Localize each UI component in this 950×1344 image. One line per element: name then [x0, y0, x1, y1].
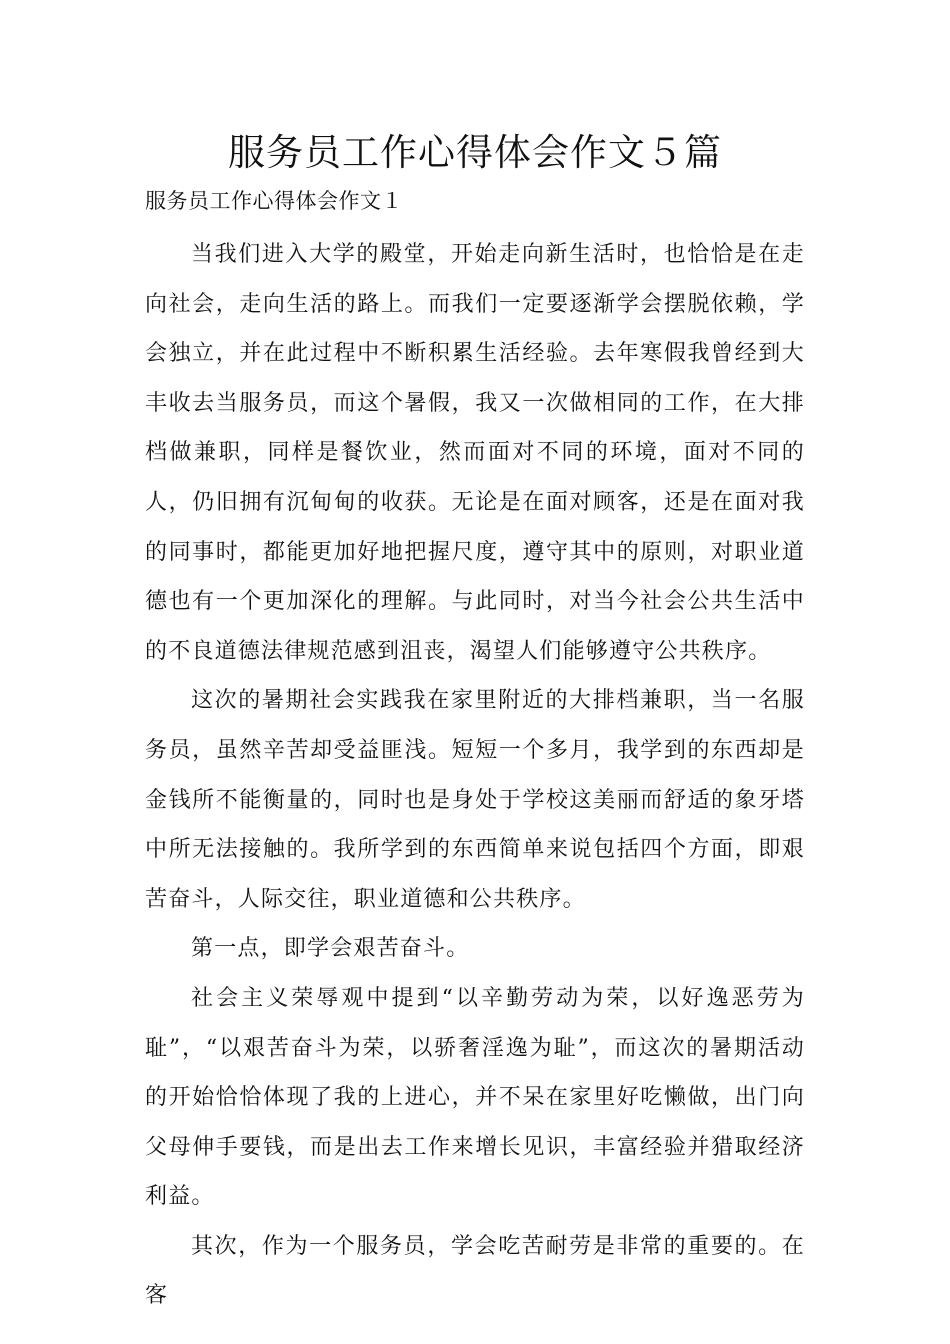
paragraph-4: 社会主义荣辱观中提到“以辛勤劳动为荣，以好逸恶劳为耻”，“以艰苦奋斗为荣，以骄奢淫逸为耻”，而这次的暑期活动的开始恰恰体现了我的上进心，并不呆在家里好吃懒做，出门向父母伸手要钱，而是出去工作来增长见识，丰富经验并猎取经济利益。	[145, 985, 805, 1210]
section-heading: 服务员工作心得体会作文１	[145, 189, 403, 213]
paragraph-1: 当我们进入大学的殿堂，开始走向新生活时，也恰恰是在走向社会，走向生活的路上。而我们一定要逐渐学会摆脱依赖，学会独立，并在此过程中不断积累生活经验。去年寒假我曾经到大丰收去当服务员，而这个暑假，我又一次做相同的工作，在大排档做兼职，同样是餐饮业，然而面对不同的环境，面对不同的人，仍旧拥有沉甸甸的收获。无论是在面对顾客，还是在面对我的同事时，都能更加好地把握尺度，遵守其中的原则，对职业道德也有一个更加深化的理解。与此同时，对当今社会公共生活中的不良道德法律规范感到沮丧，渴望人们能够遵守公共秩序。	[145, 242, 805, 664]
document-title: 服务员工作心得体会作文５篇	[228, 131, 722, 174]
paragraph-2: 这次的暑期社会实践我在家里附近的大排档兼职，当一名服务员，虽然辛苦却受益匪浅。短短一个多月，我学到的东西却是金钱所不能衡量的，同时也是身处于学校这美丽而舒适的象牙塔中所无法接触的。我所学到的东西简单来说包括四个方面，即艰苦奋斗，人际交往，职业道德和公共秩序。	[145, 688, 805, 912]
paragraph-3: 第一点，即学会艰苦奋斗。	[191, 936, 470, 962]
paragraph-5: 其次，作为一个服务员，学会吃苦耐劳是非常的重要的。在客	[145, 1233, 805, 1309]
document-body	[145, 230, 805, 1321]
